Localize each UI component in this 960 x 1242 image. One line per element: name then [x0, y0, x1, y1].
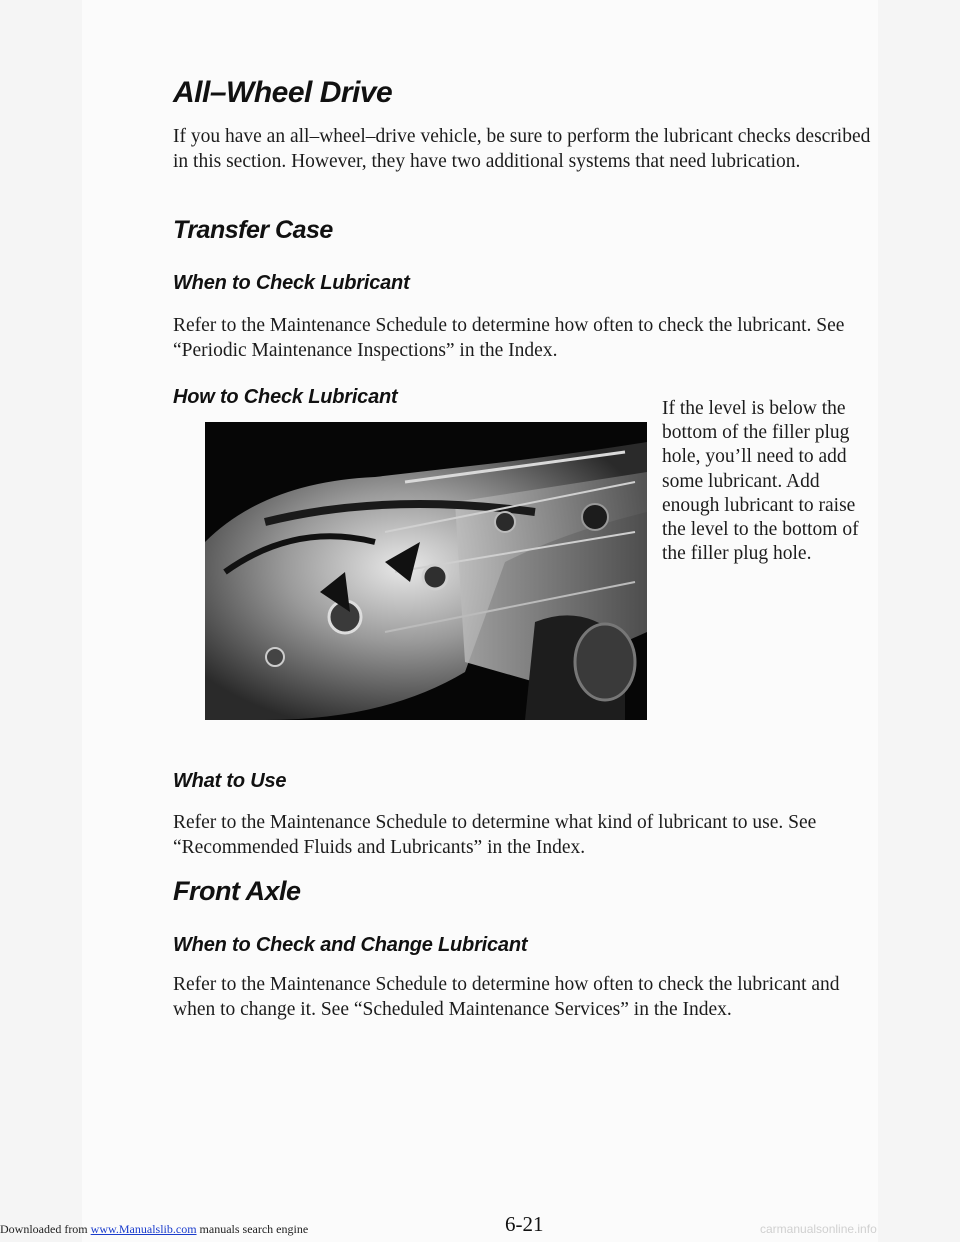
what-to-use-paragraph: Refer to the Maintenance Schedule to determine what kind of lubricant to use. See “Recommended Fluids and Lubricants” in the Index. [173, 812, 817, 858]
awd-intro-paragraph: If you have an all–wheel–drive vehicle, be sure to perform the lubricant checks described in this section. However, they have two additional systems that need lubrication. [173, 126, 871, 172]
transfer-case-photo [205, 422, 647, 720]
front-axle-paragraph: Refer to the Maintenance Schedule to determine how often to check the lubricant and when to change it. See “Scheduled Maintenance Services” in the Index. [173, 974, 840, 1020]
heading-what-to-use: What to Use [173, 770, 287, 792]
heading-how-to-check-lubricant: How to Check Lubricant [173, 386, 398, 408]
section-title-front-axle: Front Axle [173, 876, 301, 906]
download-footer [0, 1222, 308, 1237]
when-to-check-paragraph: Refer to the Maintenance Schedule to determine how often to check the lubricant. See “Periodic Maintenance Inspections” in the Index. [173, 315, 845, 361]
section-title-all-wheel-drive: All–Wheel Drive [173, 76, 393, 109]
how-to-check-paragraph: If the level is below the bottom of the filler plug hole, you’ll need to add some lubricant. Add enough lubricant to raise the level to the bottom of the filler plug hole. [662, 398, 859, 565]
download-suffix: manuals search engine [196, 1222, 309, 1236]
transfer-case-illustration [205, 422, 647, 720]
right-margin [878, 0, 960, 1242]
site-watermark: carmanualsonline.info [760, 1222, 877, 1236]
left-margin [0, 0, 82, 1242]
manualslib-link[interactable]: www.Manualslib.com [90, 1222, 197, 1236]
heading-when-to-check-lubricant: When to Check Lubricant [173, 272, 410, 294]
download-prefix: Downloaded from [0, 1222, 91, 1236]
section-title-transfer-case: Transfer Case [173, 216, 333, 244]
heading-when-to-check-and-change-lubricant: When to Check and Change Lubricant [173, 934, 528, 956]
page-number: 6-21 [505, 1212, 544, 1236]
